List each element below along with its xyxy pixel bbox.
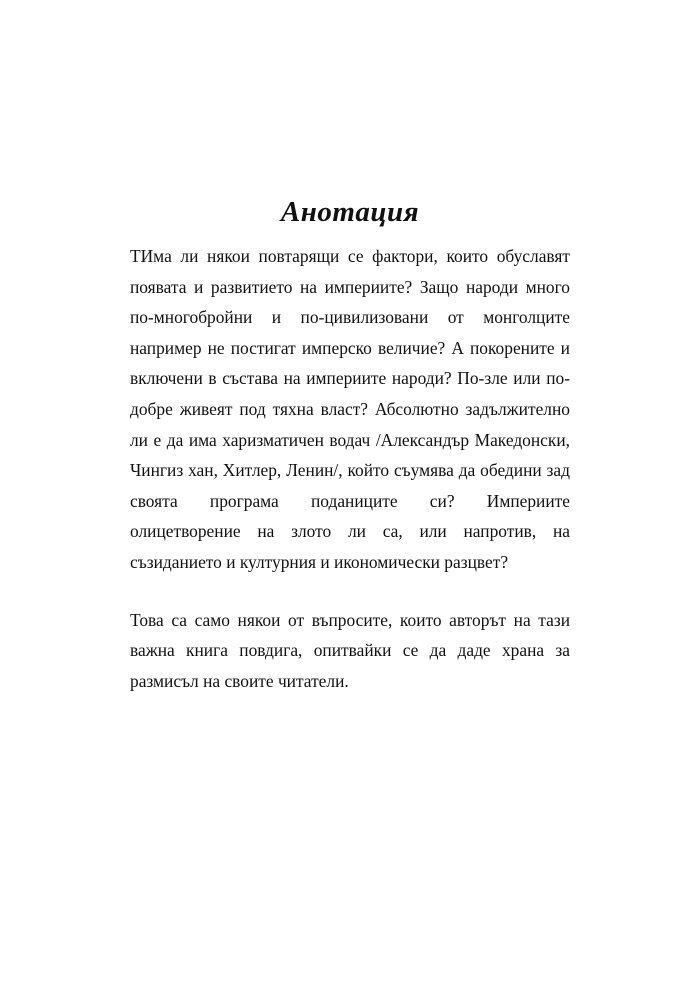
paragraph-1: ТИма ли някои повтарящи се фактори, които обуславят появата и развитието на империите? Защо народи много по-многобройни и по-цивилизовани от монголците например не постигат имперско величие? А покорените и включени в състава на империите народи? По-зле или по-добре живеят под тяхна власт? Абсолютно задължително ли е да има харизматичен водач /Александър Македонски, Чингиз хан, Хитлер, Ленин/, който съумява да обедини зад своята програма поданиците си? Империите олицетворение на злото ли са, или напротив, на съзиданието и културния и икономически разцвет? bbox=[130, 246, 570, 572]
annotation-body bbox=[130, 241, 570, 696]
paragraph-2: Това са само някои от въпросите, които авторът на тази важна книга повдига, опитвайки се да даде храна за размисъл на своите читатели. bbox=[130, 609, 570, 691]
page-title: Анотация bbox=[280, 196, 420, 228]
